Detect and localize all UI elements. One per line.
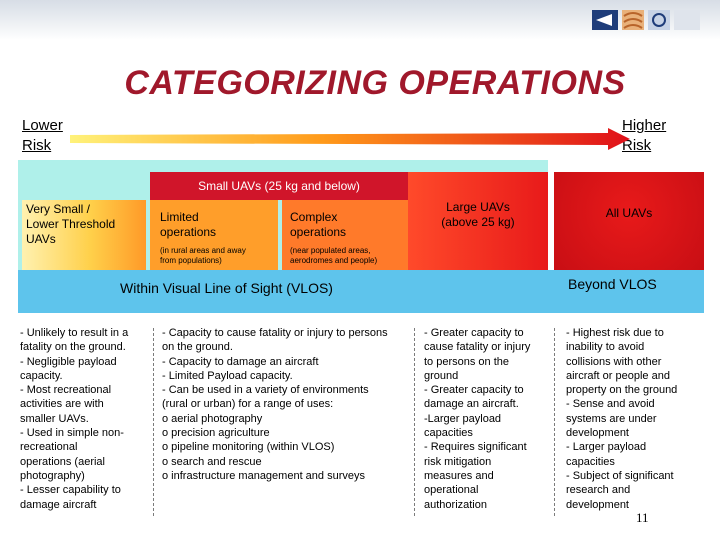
beyond-vlos-label: Beyond VLOS (568, 276, 657, 292)
limited-operations-title: Limited operations (160, 210, 217, 239)
column-divider (554, 328, 555, 516)
complex-operations-subtitle: (near populated areas, aerodromes and people) (290, 246, 378, 265)
risk-gradient-arrow (70, 128, 630, 150)
large-uav-description: - Greater capacity to cause fatality or injury to persons on the ground - Greater capacity to damage an aircraft. -Larger payload capacities - Requires significant risk mitigation measures and operational authorization (424, 327, 531, 511)
organization-logo-icon (592, 6, 702, 34)
all-uavs-label: All UAVs (605, 206, 653, 220)
limited-operations-box (150, 200, 278, 270)
column-divider (414, 328, 415, 516)
large-uavs-label: Large UAVs (above 25 kg) (441, 200, 515, 229)
very-small-uavs-box (22, 200, 146, 270)
limited-operations-subtitle: (in rural areas and away from populations) (160, 246, 246, 265)
complex-operations-title: Complex operations (290, 210, 347, 239)
small-uavs-header: Small UAVs (25 kg and below) (150, 172, 408, 200)
small-uav-description: - Capacity to cause fatality or injury to persons on the ground. - Capacity to damage an aircraft - Limited Payload capacity. - Can be used in a variety of environments (rural or urban) for a range of uses: o aerial photography o precision agriculture o pipeline monitoring (within VLOS) o search and rescue o infrastructure management and surveys (162, 327, 388, 482)
lower-risk-label: Lower Risk (22, 117, 63, 154)
complex-operations-box (282, 200, 408, 270)
all-uavs-box (554, 172, 704, 270)
page-number: 11 (636, 510, 649, 525)
very-small-uavs-label: Very Small / Lower Threshold UAVs (26, 202, 116, 246)
column-divider (153, 328, 154, 516)
very-small-description: - Unlikely to result in a fatality on the ground. - Negligible payload capacity. - Most recreational activities are with smaller UAVs. - Used in simple non- recreational operations (aerial photography) - Lesser capability to damage aircraft (20, 327, 129, 511)
vlos-label: Within Visual Line of Sight (VLOS) (120, 280, 333, 296)
higher-risk-label: Higher Risk (622, 117, 667, 154)
beyond-vlos-description: - Highest risk due to inability to avoid collisions with other aircraft or people and property on the ground - Sense and avoid systems are under development - Larger payload capacities - Subject of significant research and development (566, 327, 678, 511)
page-title: CATEGORIZING OPERATIONS (124, 64, 626, 102)
large-uavs-box (408, 172, 548, 270)
